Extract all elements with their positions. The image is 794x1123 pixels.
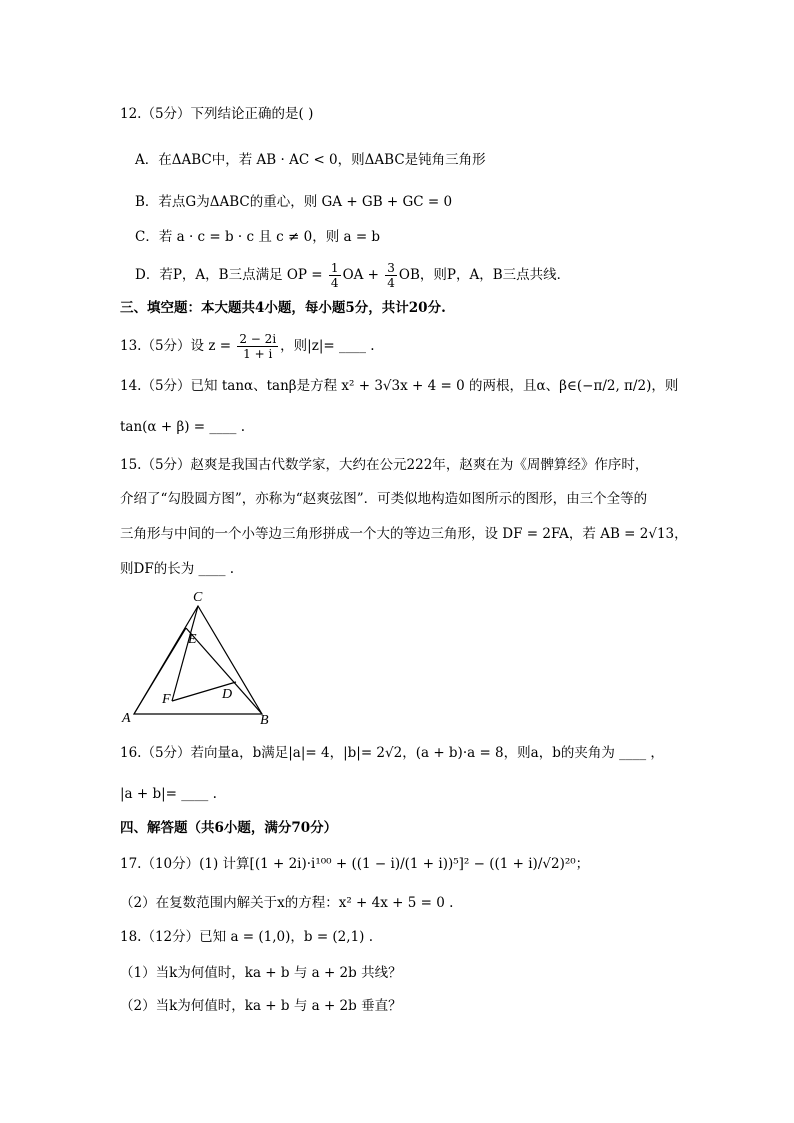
label-d: D bbox=[222, 687, 233, 702]
q12-option-d bbox=[135, 260, 570, 290]
q18-line-3: （2）当k为何值时，ka + b 与 a + 2b 垂直？ bbox=[120, 998, 402, 1014]
q15-line-3: 三角形与中间的一个小等边三角形拼成一个大的等边三角形，设 DF = 2FA，若 AB = 2√13， bbox=[120, 526, 688, 542]
q12-option-b: B．若点G为ΔABC的重心，则 GA + GB + GC = 0 bbox=[135, 194, 453, 210]
section-4-heading: 四、解答题（共6小题，满分70分） bbox=[120, 820, 338, 836]
label-e: E bbox=[188, 632, 197, 647]
q14-line-1: 14.（5分）已知 tanα、tanβ是方程 x² + 3√3x + 4 = 0 的两根，且α、β∈(−π/2, π/2)，则 bbox=[120, 378, 679, 394]
fraction-three-quarter: $\frac{3}{4}$ bbox=[387, 261, 395, 290]
section-3-heading: 三、填空题：本大题共4小题，每小题5分，共计20分. bbox=[120, 300, 446, 316]
q13-fraction: $\frac{2 - 2i}{1 + i}$ bbox=[239, 332, 277, 361]
q15-line-2: 介绍了“勾股圆方图”，亦称为“赵爽弦图”．可类似地构造如图所示的图形，由三个全等的 bbox=[120, 491, 648, 507]
q18-line-2: （1）当k为何值时，ka + b 与 a + 2b 共线？ bbox=[120, 965, 402, 981]
segment-ae bbox=[134, 628, 186, 714]
q13-pre: 13.（5分）设 z = bbox=[120, 338, 236, 354]
q18-line-1: 18.（12分）已知 a = (1,0)，b = (2,1) . bbox=[120, 929, 374, 945]
zhao-shuang-triangle-figure bbox=[118, 588, 288, 728]
q12-option-d-mid: OA + bbox=[342, 267, 384, 283]
label-a: A bbox=[122, 711, 131, 726]
q15-line-4: 则DF的长为 ____ . bbox=[120, 561, 235, 577]
q16-line-2: |a + b|= ____ . bbox=[120, 786, 217, 802]
q12-stem: 12.（5分）下列结论正确的是( ) bbox=[120, 106, 314, 122]
q17-line-2: （2）在复数范围内解关于x的方程：x² + 4x + 5 = 0 . bbox=[120, 895, 454, 911]
q12-option-a: A．在ΔABC中，若 AB · AC < 0，则ΔABC是钝角三角形 bbox=[135, 152, 486, 168]
q13-post: ，则|z|= ____ . bbox=[280, 338, 375, 354]
q17-line-1: 17.（10分）(1) 计算[(1 + 2i)·i¹⁰⁰ + ((1 − i)/(1 + i))⁵]² − ((1 + i)/√2)²⁰； bbox=[120, 856, 590, 872]
outer-triangle bbox=[134, 606, 262, 714]
q12-option-d-pre: D．若P，A，B三点满足 OP = bbox=[135, 267, 327, 283]
q15-line-1: 15.（5分）赵爽是我国古代数学家，大约在公元222年，赵爽在为《周髀算经》作序时， bbox=[120, 457, 649, 473]
q16-line-1: 16.（5分）若向量a，b满足|a|= 4，|b|= 2√2，(a + b)·a = 8，则a，b的夹角为 ____ ， bbox=[120, 745, 664, 761]
label-f: F bbox=[162, 692, 171, 707]
fraction-one-quarter: $\frac{1}{4}$ bbox=[330, 261, 339, 290]
segment-fc bbox=[172, 606, 198, 701]
label-b: B bbox=[260, 713, 269, 728]
q14-line-2: tan(α + β) = ____ . bbox=[120, 419, 245, 435]
q13 bbox=[120, 330, 375, 362]
label-c: C bbox=[193, 590, 203, 605]
q12-option-c: C．若 a · c = b · c 且 c ≠ 0，则 a = b bbox=[135, 229, 381, 245]
q12-option-d-post: OB，则P，A，B三点共线． bbox=[398, 267, 571, 283]
